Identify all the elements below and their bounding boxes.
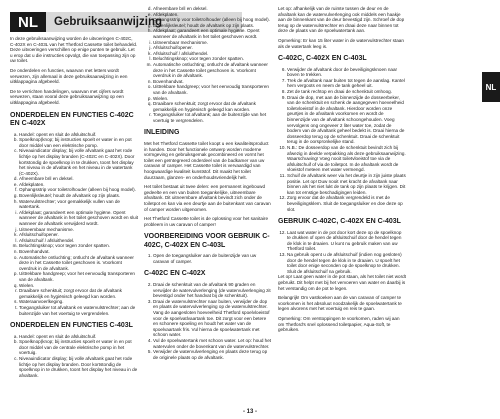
paragraph: Opmerking: Er kan 15 liter water in de watervulstrechter staan als de watertank leeg is.: [278, 37, 404, 49]
list-item: t. Toegangsluiker tot afvaltank en watervulstrechter; aan de buitenzijde van het voertuig te vergrendelen.: [19, 305, 138, 316]
list-item: r. Draaibare schenktuit; zorgt ervoor dat de afvaltank gemakkelijk en hygiënisch geleegd kan worden.: [19, 288, 138, 299]
list-item: m. Beluchtingsknop; voor tegen zonder spatten.: [19, 243, 138, 249]
paragraph: Let op: afhankelijk van de ruimte tussen de deur en de afvaltank kan de watervulverlenging ook middels een haakje aan de binnenkant van de deur bevestigd zijn. Schroef de dop terug op de watervulstrechter en draai deze naar binnen tot deze de plaats van de spoelwatertank aan.: [278, 6, 405, 34]
list-item: q. Draaibare schenktuit; zorgt ervoor dat de afvaltank gemakkelijk en hygiënisch geleegd kan worden.: [153, 101, 272, 112]
section-heading-intro: INLEIDING: [144, 129, 180, 137]
paragraph: Let op! Laat geen water in de pot staan, als het toilet niet wordt gebruikt. Dit helpt met bij het vervoeren van water en daarbij is het verstandig om de pot te legen.: [278, 274, 406, 291]
list-item: c. Niveauindicator display; bij volle afvaltank gaat het rode lichtje op het display branden. Door kortstondig de spoelknop in te drukken, toont het display het niveau in de afvaltank.: [19, 356, 138, 378]
list-item: o. Uittrekbare handgreep; voor het eenvoudig transporteren van de afvaltank.: [153, 84, 272, 95]
column-1: [10, 36, 138, 378]
step-item: 7. Trek de afvaltank naar buiten tot tegen de aanslag. Kantel hem vergoots en neem de tank geheel uit.: [287, 78, 406, 89]
intro-paragraph: In deze gebruiksaanwijzing worden de uitvoeringen C-402C, C-402X en C-403L van het Thetford Cassette toilet behandeld. Deze uitvoeringen verschillen op enige punten te gebruik. Let u erop dat u die instructies opvolgt, die van toepassing zijn op uw toilet.: [10, 36, 138, 64]
list-item: h. Watervulstrechter; voor gemakkelijk vullen van de watertank.: [19, 199, 138, 210]
list-item: d. Afneembare bril en deksel.: [19, 176, 138, 182]
step-item: 2. Draai de schenktuit van de afvaltank 90 graden en verwijder de watervulverlenging (de watervulverlenging zit bevestigd onder het handvat bij de schenktuit).: [153, 282, 272, 299]
list-item: f. Ophangsstrip voor toiletrolhouder (alleen bij hoog model).: [19, 187, 138, 193]
step-item: 4. Vul de spoelwatertank met schoon water. Let op: houd het watervulen onder de bovenkant van de watervulstrechter.: [153, 338, 272, 349]
list-item: h. Afdekplaat; garandeert een optimale hygiëne. Opent wanneer de afvaltank in het toilet geschoven wordt.: [153, 28, 272, 39]
prep-steps: [144, 253, 272, 264]
parts-list-403-cont: [144, 6, 272, 123]
list-item: i. Uitneembaar mechanisme.: [153, 40, 272, 46]
list-item: b. Spoelknop(knop; bij instructies spoelt er water in en pot door middel van een elektrische pomp.: [19, 137, 138, 148]
paragraph: Het Thetford Cassette toilet is de oplossing voor het sanitaire probleem in uw caravan of camper!: [144, 216, 269, 227]
list-item: e. Afdekplaten.: [153, 12, 272, 18]
step-item: 6. Verwijder de afvaltank door de beveiligingsknoen naar boven te trekken.: [287, 67, 406, 78]
list-item: n. Bovenhandvat.: [19, 249, 138, 255]
list-item: j. Afsluitschuifopener.: [153, 45, 272, 51]
step-item: 12. Zorg ervoor dat de afvaltank vergrendeld is met de beveiligingsklem. Sluit de toegangsluiker en doe deze op slot.: [287, 195, 406, 212]
step-item: 8. Zet de tank rechtop en draai de schenktuit omhoog.: [287, 89, 406, 95]
paragraph: Het toilet bestaat uit twee delen: een permanent ingebouwd gedeelte en een van buiten toegankelijke, uitneembare afvaltank. Dit uitneembare afvaltank bevindt zich onder de toiletpot en kan via een deurtje aan de buitenkant van caravan of camper worden uitgenomen.: [144, 184, 271, 212]
column-2: [144, 6, 272, 360]
step-item: 12. Laat wat water in de pot door kort deze op de spoelknop te drukken of open de afsluitschuif door de hendel tegen de klok in te draaien. U kunt nu gebruik maken van uw Thetford toilet.: [287, 230, 406, 252]
list-item: d. Afneembare bril en deksel.: [153, 6, 272, 12]
list-item: a. Handel: opent en sluit de afsluitschuif.: [19, 132, 138, 138]
list-item: a. Handel: opent en sluit de afsluitschuif.: [19, 334, 138, 340]
list-item: e. Afdekplaten.: [19, 182, 138, 188]
list-item: i. Afdekplaat; garandeert een optimale hygiëne. Opent wanneer de afvaltank in het toilet geschoven wordt en sluit wanneer de afvaltank verwijderd wordt.: [19, 210, 138, 227]
list-item: k. Afsluitschuif / afsluithendel.: [153, 51, 272, 57]
list-item: p. Wielen.: [153, 96, 272, 102]
step-item: 13. Na gebruik opent u de afsluitschuif (indien nog gesloten) door de hendel tegen de klok in te draaien. U spoelt het toilet door enige seconden op de spoelknop te drukken. Sluit de afsluitschuif na gebruik.: [287, 252, 406, 274]
page-number: - 13 -: [242, 409, 257, 415]
list-item: g. Bovenlijksleutel; houdt de afvaltank op zijn plaats.: [19, 193, 138, 199]
list-item: k. Afsluitschuifopener.: [19, 232, 138, 238]
list-item: g. Bovenlijksleutel; houdt de afvaltank op zijn plaats.: [153, 23, 272, 29]
list-item: j. Uitneembaar mechanisme.: [19, 227, 138, 233]
list-item: q. Wielen.: [19, 283, 138, 289]
section-heading-tank: C-402C, C-402X EN C-403L: [278, 55, 367, 63]
prep2-steps: [144, 282, 272, 360]
list-item: c. Niveauindicator display; bij volle afvaltank gaat het rode lichtje op het display branden (C-402C en C-402X). Door kortstondig de spoelknop in te drukken, toont het display het niveau in de afvaltank en het niveau in de watertank (C-402X).: [19, 148, 138, 176]
section-heading-parts-402: ONDERDELEN EN FUNCTIES C-402C EN C-402X: [10, 111, 134, 128]
paragraph: Met het Thetford Cassette toilet koopt u een kwaliteitsproduct in handen. Door het functionele ontwerp worden moderne vormgeving en gebruiksgemak gecombineerd en vormt het toilet een geïntegreerd onderdeel van de badkamer van uw caravan of camper. Het Cassette toilet is vervaardigd van hoogwaardige kwaliteit kunststof. Dit maakt het toilet duurzaam, glanzen- en onderhoudsvriendelijk helt.: [144, 140, 269, 180]
step-item: 9. Draai de dop, met aan de binnenzijde de dosseerbeker, van de schenktuit en schenk de aangegeven hoeveelheid toiletvloeistof in de afvaltank. Hierdoor worden onze geurtjes in de afvaltank voorkomen en wordt de binnenzijde van de afvaltank schoongehouden. Voeg vervolgens ong ongeveer 2 liter water toe, zodat de bodem van de afvaltank geheel bedekt is. Draai hierna de dosseerdop terug op de schenktuit. Draai de schenktuit terug in de oorspronkelijke stand.: [287, 95, 406, 145]
tank-steps: [278, 67, 406, 212]
page-title: Gebruiksaanwijzing: [46, 12, 242, 32]
step-item: 1. Open de toegangsluiker aan de buitenzijde van uw caravan of camper.: [153, 253, 272, 264]
paragraph: Opmerking: Om verstoppingen te voorkomen, raden wij aan om Thetford's snel oplossend toiletpapier, Aqua-Soft, te gebruiken.: [278, 315, 400, 333]
parts-list-402: [10, 132, 138, 317]
paragraph: Belangrijk! Om vastkoeken aan de van caravan of camper te voorkomen is het absoluut noodzakelijk de spoelwatertank te legen alvorens met het voertuig en reis te gaan.: [278, 295, 402, 312]
list-item: m. Automatische ontluchting; ontlucht de afvaltank wanneer deze in het Cassette toilet geschoven is. Voorkomt overdruk in de afvaltank.: [153, 62, 272, 79]
intro-paragraph: De te verrichten handelingen, waarvan met cijfers wordt verwezen, staan vooral deze gebruiksaanwijzing op een uitklappagina afgebeeld.: [10, 88, 124, 105]
list-item: l. Beluchtingsknop; voor tegen zonder spatten.: [153, 56, 272, 62]
language-side-tab: NL: [482, 72, 500, 102]
intro-paragraph: De onderdelen en functies, waarvan met letters wordt verwezen, zijn allemaal in deze gebruiksaanwijzing in een uitklappagina afgebeeld.: [10, 67, 128, 85]
section-heading-use: GEBRUIK C-402C, C-402X EN C-403L: [278, 218, 401, 226]
column-3: [278, 6, 406, 337]
list-item: s. Wateraanvoerlkeging.: [19, 299, 138, 305]
list-item: p. Uittrekbare handgreep; voor het eenvoudig transporteren van de afvaltank.: [19, 271, 138, 282]
step-item: 3. Draai de watervulstrechter naar buiten, verwijder de dop en plaats de watervulverlenging op de watervulstrechter. Vang de aangesloten hoeveelheid Thetford spoelvloeistof voor de spoelvatlvaartank toe. Dit zorgt voor een betere en schonere spoeling en houdt het water van de spoelvaartank fris. Vul hierna de spoelwatertank met schoon water.: [153, 299, 272, 338]
list-item: n. Bovenhandvat.: [153, 79, 272, 85]
list-item: l. Afsluitschuif / afsluithendel.: [19, 238, 138, 244]
step-item: 11. Schuif de afvaltank weer via het deurtje in zijn juiste plaats positie. Let op! Duw nooit met kracht de afvaltank naar binnen als het niet lukt de tank op zijn plaats te krijgen. Dit kan tot ernstige beschadigingen leiden.: [287, 173, 406, 195]
list-item: b. Spoelknop(knop; bij instructies spoelt er water in en pot door middel van de centrale elektrische pomp in het voertuig.: [19, 339, 138, 356]
list-item: f. Ophangsstrip voor toiletrolhouder (alleen bij hoog model).: [153, 17, 272, 23]
list-item: r. Toegangsluiker tot afvaltank; aan de buitenzijde van het voertuig te vergrendelen.: [153, 112, 272, 123]
language-badge: NL: [10, 12, 46, 32]
parts-list-403: [10, 334, 138, 379]
use-steps: [278, 230, 406, 275]
step-item: 5. Verwijder de watervulverlenging en plaats deze terug op de originele plaats op de afvaltank.: [153, 349, 272, 360]
list-item: o. Automatische ontluchting; ontlucht de afvaltank wanneer deze in het Cassette toilet geschoven is. Voorkomt overdruk in de afvaltank.: [19, 255, 138, 272]
step-item: 10. N.B.: De dosseerdop van de schenktuit bevindt zich bij afwezig in deelde verpakking als deze gebruiksaanwijzing. Waarschuwing! Voeg nooit toiletvloeistof toe via de afsluitschuif of via de toiletpot. In de afvaltank wordt de vloeistof meteen met water vermengd.: [287, 145, 406, 173]
section-heading-prep2: C-402C EN C-402X: [144, 270, 206, 278]
section-heading-parts-403: ONDERDELEN EN FUNCTIES C-403L: [10, 322, 133, 330]
section-heading-prep: VOORBEREIDING VOOR GEBRUIK C-402C, C-402X EN C-403L: [144, 233, 270, 249]
